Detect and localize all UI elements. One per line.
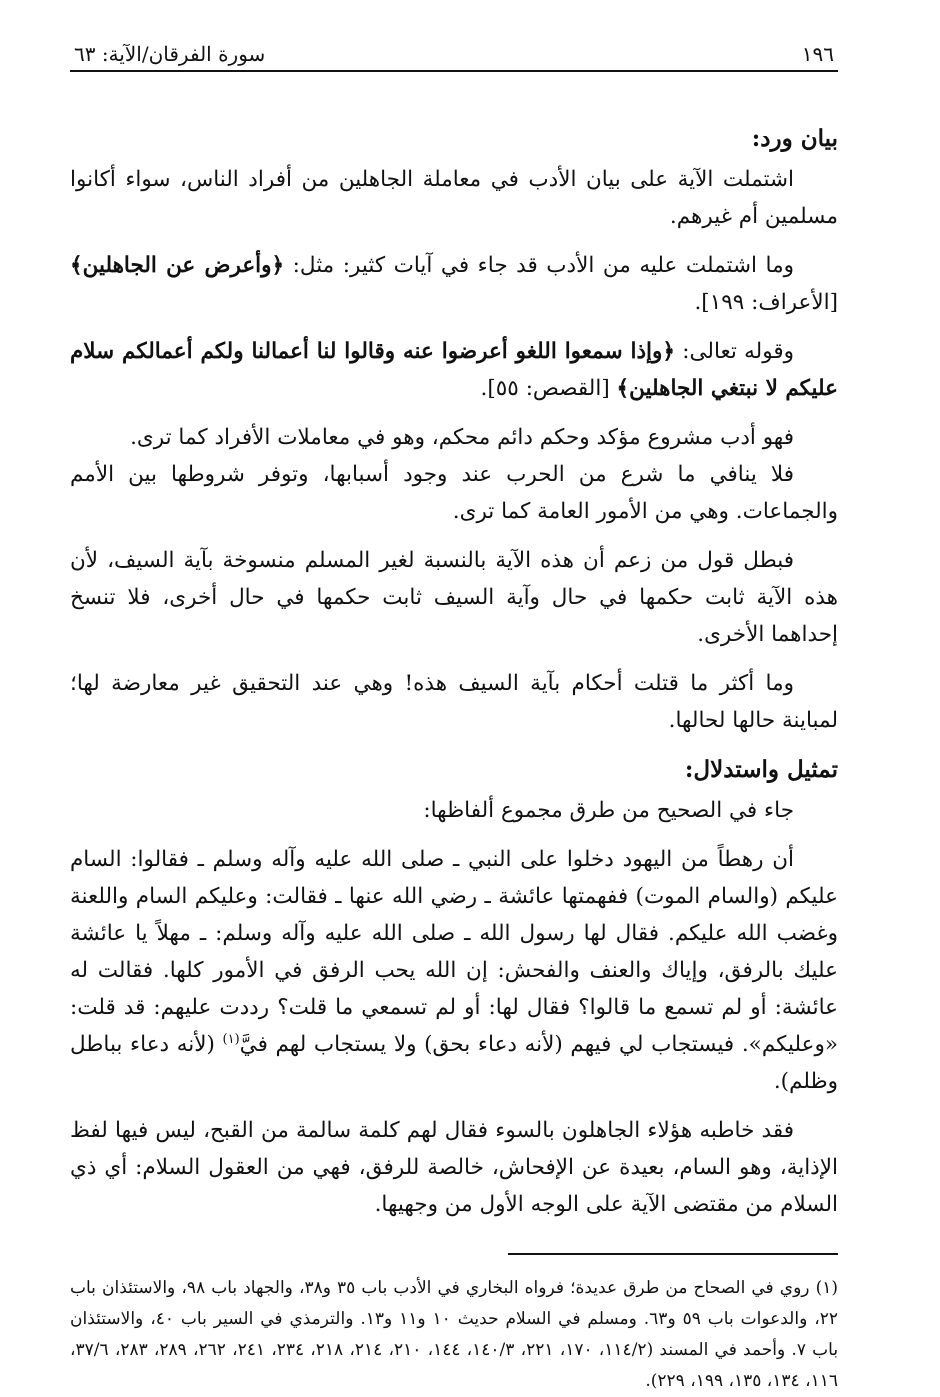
paragraph: فبطل قول من زعم أن هذه الآية بالنسبة لغير المسلم منسوخة بآية السيف، لأن هذه الآية ثابت حكمها في حال وآية السيف ثابت حكمها في حال أخرى، فلا تنسخ إحداهما الأخرى. [70, 548, 838, 647]
quran-quote: ﴿وإذا سمعوا اللغو أعرضوا عنه وقالوا لنا أعمالنا ولكم أعمالكم سلام عليكم لا نبتغي الجاهلين﴾ [70, 339, 838, 401]
paragraph: فلا ينافي ما شرع من الحرب عند وجود أسبابها، وتوفر شروطها بين الأمم والجماعات. وهي من الأمور العامة كما ترى. [70, 462, 838, 524]
paragraph: جاء في الصحيح من طرق مجموع ألفاظها: [423, 798, 794, 823]
page-number: ١٩٦ [801, 42, 834, 66]
footnote: (١) روي في الصحاح من طرق عديدة؛ فرواه البخاري في الأدب باب ٣٥ و٣٨، والجهاد باب ٩٨، والاستئذان باب ٢٢، والدعوات باب ٥٩ و٦٣. ومسلم في السلام حديث ١٠ و١١ و١٣. والترمذي في السير باب ٤٠، والاستئذان باب ٧. وأحمد في المسند (١١٤/٢، ١٧٠، ٢٢١، ١٤٠/٣، ١٤٤، ٢١٠، ٢١٤، ٢١٨، ٢٣٤، ٢٤١، ٢٦٢، ٢٨٩، ٢٨٣، ٣٧/٦، ١١٦، ١٣٤، ١٣٥، ١٩٩، ٢٢٩). [70, 1278, 839, 1391]
book-page [70, 36, 839, 1391]
quran-quote: ﴿وأعرض عن الجاهلين﴾ [70, 253, 285, 278]
section-heading-example: تمثيل واستدلال: [684, 756, 838, 783]
verse-reference: [الأعراف: ١٩٩]. [694, 290, 838, 315]
paragraph: فقد خاطبه هؤلاء الجاهلون بالسوء فقال لهم كلمة سالمة من القبح، ليس فيها لفظ الإذاية، وهو السام، بعيدة عن الإفحاش، خالصة للرفق، فهي من العقول السلام: أي ذي السلام من مقتضى الآية على الوجه الأول من وجهيها. [70, 1118, 838, 1217]
section-heading-explanation: بيان ورد: [751, 125, 838, 152]
surah-reference: سورة الفرقان/الآية: ٦٣ [74, 42, 266, 66]
paragraph: وما أكثر ما قتلت أحكام بآية السيف هذه! وهي عند التحقيق غير معارضة لها؛ لمباينة حالها لحالها. [70, 671, 838, 733]
running-header [70, 36, 838, 72]
paragraph-text: وما اشتملت عليه من الأدب قد جاء في آيات كثير: مثل: [284, 253, 794, 278]
paragraph: اشتملت الآية على بيان الأدب في معاملة الجاهلين من أفراد الناس، سواء أكانوا مسلمين أم غيرهم. [70, 167, 838, 229]
paragraph-hadith [70, 841, 838, 1100]
footnote-divider [508, 1253, 838, 1255]
hadith-text: أن رهطاً من اليهود دخلوا على النبي ـ صلى الله عليه وآله وسلم ـ فقالوا: السام عليكم (والسام الموت) ففهمتها عائشة ـ رضي الله عنها ـ فقالت: وعليكم السام واللعنة وغضب الله عليكم. فقال لها رسول الله ـ صلى الله عليه وآله وسلم: ـ مهلاً يا عائشة عليك بالرفق، وإياك والعنف والفحش: إن الله يحب الرفق في الأمور كلها. فقالت له عائشة: أو لم تسمع ما قالوا؟ فقال لها: أو لم تسمعي ما قلت؟ رددت عليهم: قد قلت: «وعليكم». فيستجاب لي فيهم (لأنه دعاء بحق) ولا يستجاب لهم فيَّ [70, 847, 838, 1057]
footnote-marker[interactable]: (١) [222, 1031, 240, 1047]
paragraph-quran-quote-2 [70, 333, 838, 407]
paragraph-text: وقوله تعالى: [675, 339, 794, 364]
paragraph-quran-quote-1 [70, 247, 838, 321]
paragraph: فهو أدب مشروع مؤكد وحكم دائم محكم، وهو في معاملات الأفراد كما ترى. [130, 425, 794, 450]
hadith-text-end: (لأنه دعاء بباطل وظلم). [70, 1032, 838, 1094]
main-text [70, 120, 838, 1397]
verse-reference: [القصص: ٥٥]. [480, 376, 617, 401]
